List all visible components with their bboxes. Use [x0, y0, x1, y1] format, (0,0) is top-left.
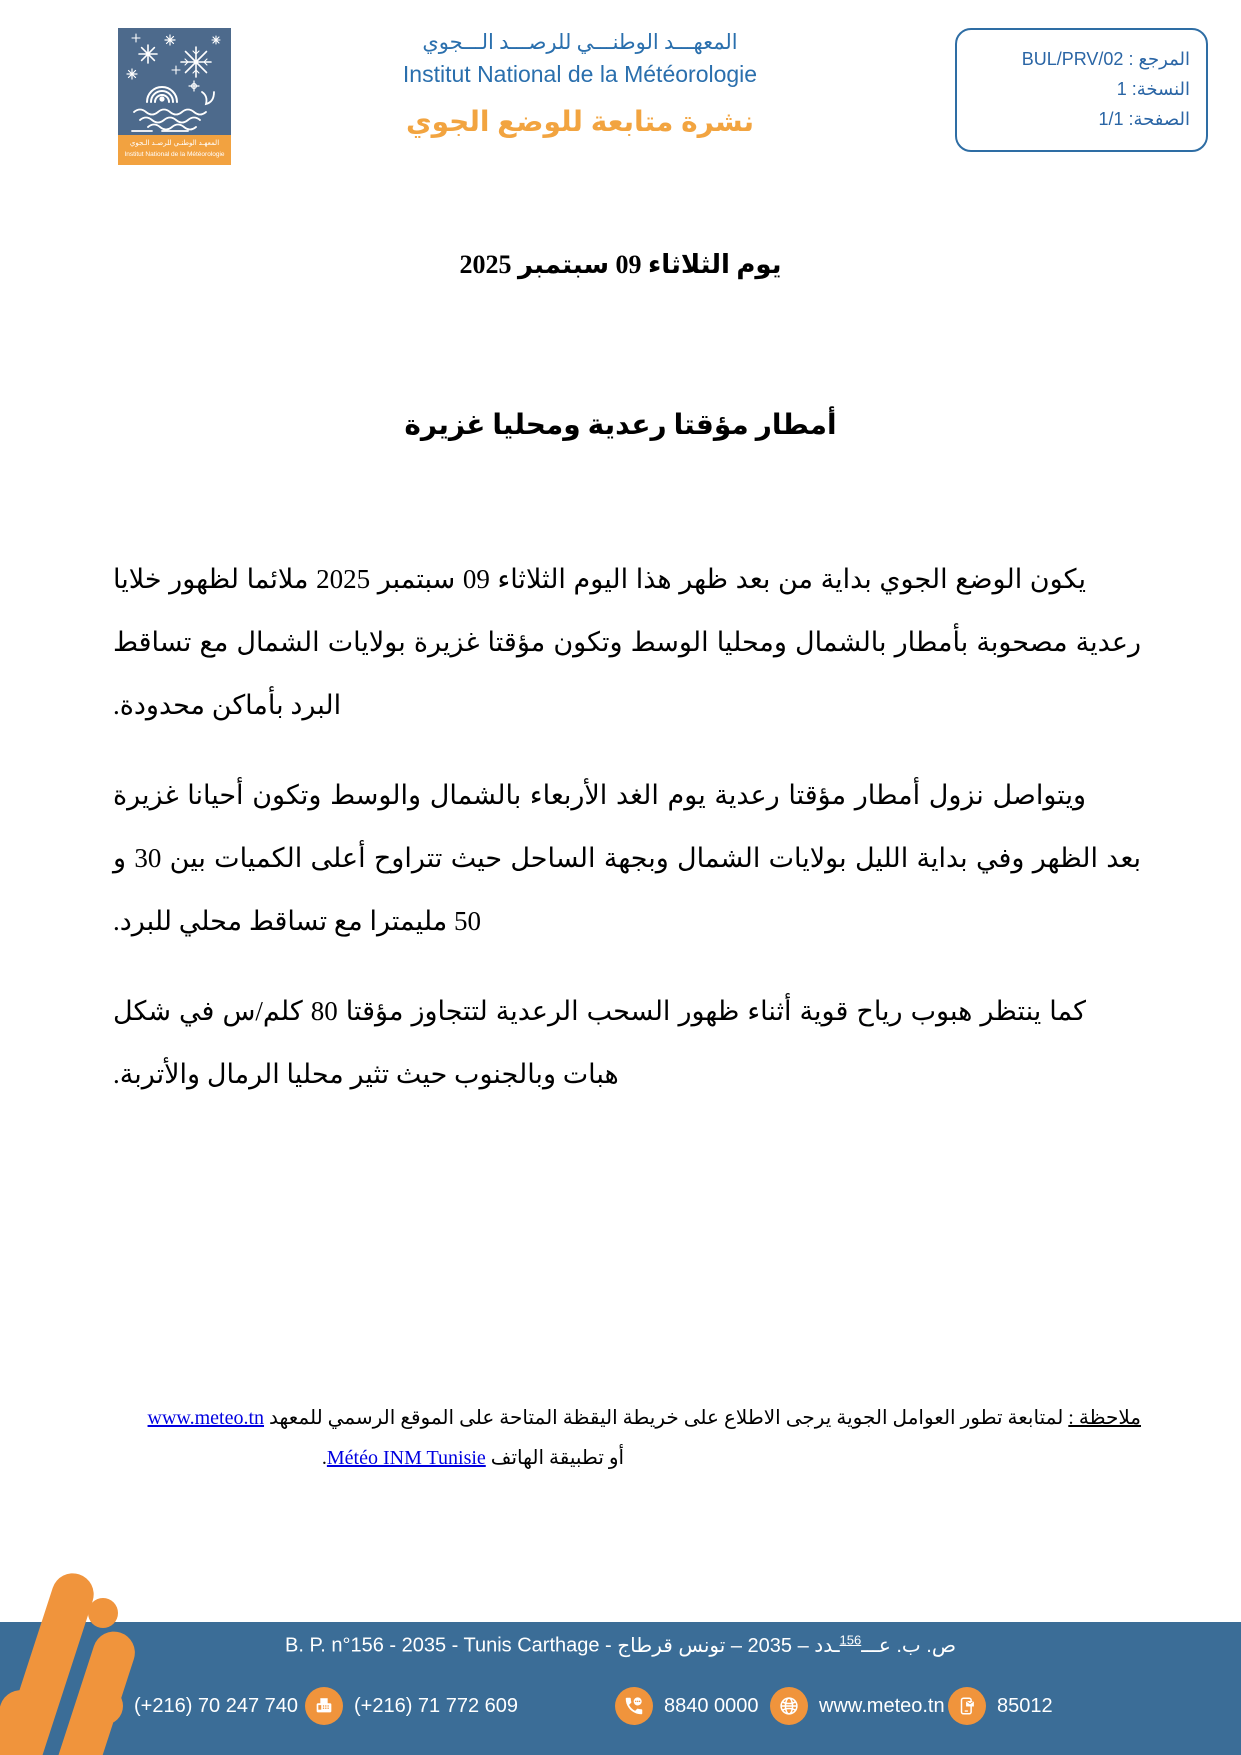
app-link[interactable]: Météo INM Tunisie: [326, 1447, 486, 1469]
footer-content: [0, 1622, 1241, 1755]
header-center: [280, 30, 880, 138]
address-arabic-pre: ص. ب. عـــ: [861, 1634, 956, 1657]
address-number-sup: 156: [839, 1632, 862, 1647]
website-url: www.meteo.tn: [819, 1694, 945, 1717]
website-link[interactable]: www.meteo.tn: [147, 1407, 265, 1429]
postal-address: [0, 1632, 1241, 1658]
page-number-line: الصفحة: 1/1: [1098, 109, 1190, 129]
phone-number: (+216) 70 247 740: [134, 1694, 299, 1717]
fax-icon: [305, 1687, 343, 1725]
contact-sms: [948, 1686, 1053, 1726]
contact-website: [770, 1686, 945, 1726]
footnote-line-1: [105, 1398, 1141, 1438]
footnote-text: لمتابعة تطور العوامل الجوية يرجى الاطلاع على خريطة اليقظة المتاحة على الموقع الرسمي للمعهد: [264, 1407, 1069, 1429]
contact-call-center: [615, 1686, 759, 1726]
bulletin-type-title: نشرة متابعة للوضع الجوي: [405, 106, 755, 137]
inm-logo: [118, 28, 231, 165]
body-paragraph-2: ويتواصل نزول أمطار مؤقتا رعدية يوم الغد الأربعاء بالشمال والوسط وتكون أحيانا غزيرة بعد الظهر وفي بداية الليل بولايات الشمال وبجهة الساحل حيث تتراوح أعلى الكميات بين 30 و 50 مليمترا مع تساقط محلي للبرد.: [113, 780, 1141, 936]
globe-icon: [770, 1687, 808, 1725]
version-line: النسخة: 1: [1116, 79, 1190, 99]
call-center-number: 8840 0000: [664, 1694, 759, 1717]
logo-caption-ar: المعهـد الوطنـي للرصـد الـجوي: [129, 140, 220, 147]
footnote-label: ملاحظة :: [1068, 1407, 1141, 1429]
contact-fax: [305, 1686, 518, 1726]
date-heading: يوم الثلاثاء 09 سبتمبر 2025: [459, 250, 782, 279]
org-name-french: Institut National de la Météorologie: [402, 61, 758, 87]
body-paragraph-3: كما ينتظر هبوب رياح قوية أثناء ظهور السحب الرعدية لتتجاوز مؤقتا 80 كلم/س في شكل هبات وبالجنوب حيث تثير محليا الرمال والأتربة.: [113, 996, 1086, 1089]
call-support-icon: [615, 1687, 653, 1725]
page-title: أمطار مؤقتا رعدية ومحليا غزيرة: [404, 410, 837, 441]
reference-line: المرجع : BUL/PRV/02: [1021, 49, 1190, 69]
fax-number: (+216) 71 772 609: [354, 1694, 519, 1717]
body-paragraph-1: يكون الوضع الجوي بداية من بعد ظهر هذا اليوم الثلاثاء 09 سبتمبر 2025 ملائما لظهور خلايا رعدية مصحوبة بأمطار بالشمال ومحليا الوسط وتكون مؤقتا غزيرة بولايات الشمال مع تساقط البرد بأماكن محدودة.: [113, 564, 1141, 720]
logo-caption-strip: [118, 135, 231, 165]
footnote-line-2: [0, 1438, 991, 1478]
address-latin: B. P. n°156 - 2035 - Tunis Carthage -: [285, 1634, 618, 1657]
footnote-line2-prefix: أو تطبيقة الهاتف: [485, 1447, 625, 1469]
address-arabic-post: ـدد – 2035 – تونس قرطاج: [617, 1634, 840, 1657]
footnote-period: .: [321, 1447, 327, 1469]
inm-logo-art: [118, 28, 231, 135]
sms-icon: [948, 1687, 986, 1725]
org-name-arabic: المعهـــد الوطنـــي للرصـــد الـــجوي: [422, 30, 738, 54]
reference-box: [955, 28, 1208, 152]
bulletin-body: [113, 548, 1141, 1133]
logo-caption-fr: Institut National de la Météorologie: [124, 151, 225, 158]
footnote: [105, 1398, 1141, 1478]
footer-dot-decoration: [88, 1598, 118, 1628]
sms-number: 85012: [997, 1694, 1053, 1717]
